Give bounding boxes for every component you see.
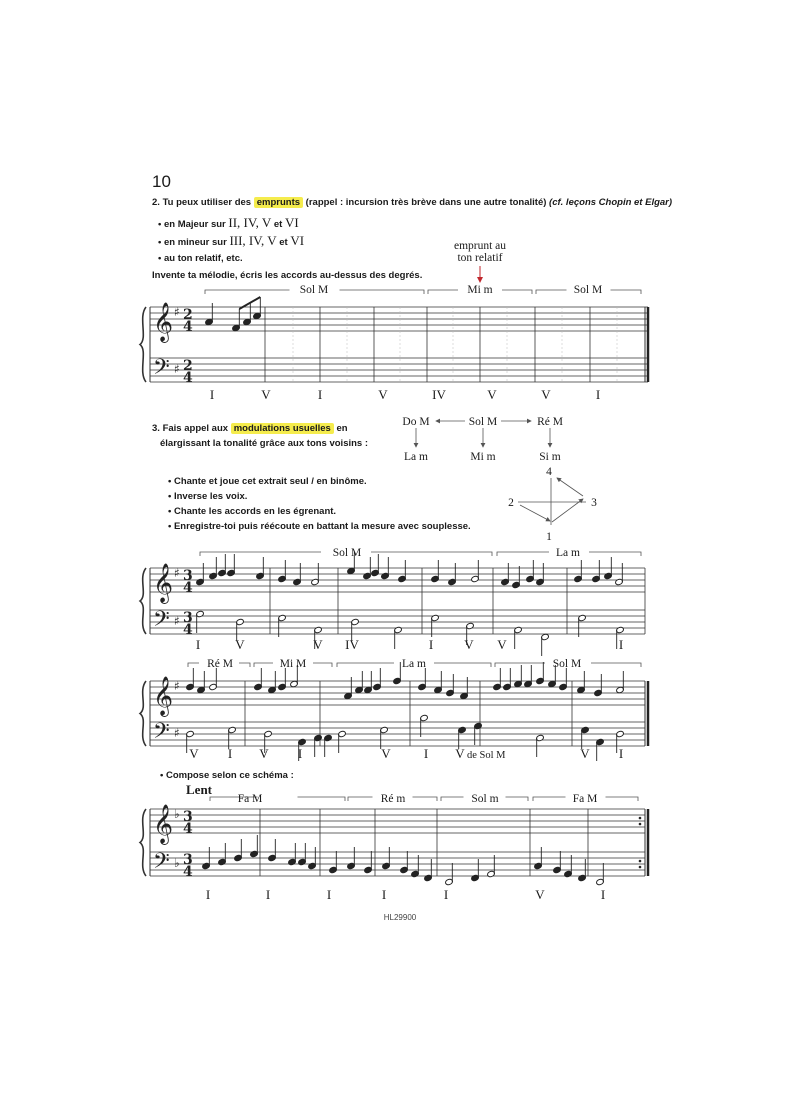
key-bracket: [441, 797, 464, 801]
sharp-sign: ♯: [174, 305, 180, 319]
bullet-text: et: [273, 219, 283, 230]
key-bracket: [434, 663, 491, 667]
key-label: Sol M: [299, 284, 329, 296]
instruction: Invente ta mélodie, écris les accords au-dessus des degrés.: [152, 270, 423, 281]
time-signature: 4: [183, 864, 193, 880]
degree: V: [261, 387, 271, 402]
degree: I: [381, 887, 387, 902]
degree: I: [195, 637, 201, 652]
v-de-sol-label: de Sol M: [467, 750, 506, 761]
diagram-key: Sol M: [468, 416, 498, 428]
degree: IV: [345, 637, 359, 652]
key-bracket: [239, 663, 250, 667]
diagram-key: Ré M: [537, 416, 563, 428]
key-bracket: [589, 552, 641, 556]
key-label: Ré M: [207, 658, 233, 670]
treble-clef: 𝄞: [153, 563, 174, 603]
degree: V: [259, 746, 269, 761]
section-number: 2.: [152, 197, 160, 208]
key-bracket: [533, 797, 566, 801]
degrees: VI: [284, 215, 299, 230]
key-label: Sol M: [332, 547, 362, 559]
highlight-modulations: modulations usuelles: [231, 423, 334, 434]
section-text: Fais appel aux: [162, 423, 229, 434]
brace: [140, 681, 146, 746]
sharp-sign: ♯: [174, 566, 180, 580]
treble-clef: 𝄞: [153, 804, 174, 844]
key-label: La m: [402, 658, 426, 670]
bullet-text: au ton relatif, etc.: [163, 253, 243, 264]
diagram-key: Si m: [539, 451, 561, 463]
time-signature: 4: [183, 370, 193, 386]
degree: IV: [432, 387, 446, 402]
degree: I: [265, 887, 271, 902]
bullet-text: en mineur sur: [163, 237, 227, 248]
page-number: 10: [152, 172, 171, 191]
degree: V: [580, 746, 590, 761]
diagram-key: La m: [404, 451, 428, 463]
degree: V: [313, 637, 323, 652]
annotation-line: emprunt au: [453, 240, 507, 252]
bass-clef: 𝄢: [153, 849, 170, 879]
sharp-sign: ♯: [174, 726, 180, 740]
time-signature: 4: [183, 821, 193, 837]
degree: I: [227, 746, 233, 761]
diagram-key: Mi m: [470, 451, 496, 463]
key-bracket: [337, 663, 394, 667]
degrees: II, IV, V: [228, 215, 272, 230]
flat-sign: ♭: [174, 856, 180, 870]
degree: I: [595, 387, 601, 402]
beat-number: 4: [546, 466, 552, 478]
degree: I: [297, 746, 303, 761]
degree: V: [189, 746, 199, 761]
reference-note: (cf. leçons Chopin et Elgar): [549, 197, 673, 208]
key-bracket: [502, 290, 532, 294]
degree: V: [381, 746, 391, 761]
key-label: Sol M: [552, 658, 582, 670]
bullet-compose: • Compose selon ce schéma :: [160, 770, 294, 781]
time-signature: 4: [183, 622, 193, 638]
degree: V: [455, 746, 465, 761]
repeat-dot: [639, 860, 642, 863]
degree: V: [464, 637, 474, 652]
degree: V: [497, 637, 507, 652]
key-label: Fa M: [237, 793, 263, 805]
tempo-marking: Lent: [186, 782, 212, 797]
key-bracket: [536, 290, 567, 294]
degree: V: [487, 387, 497, 402]
key-bracket: [413, 797, 438, 801]
key-bracket: [348, 797, 373, 801]
highlight-emprunts: emprunts: [254, 197, 303, 208]
degree: I: [423, 746, 429, 761]
degree: V: [235, 637, 245, 652]
key-bracket: [497, 552, 549, 556]
degree: I: [600, 887, 606, 902]
brace: [140, 809, 146, 876]
key-label: Mi m: [467, 284, 493, 296]
bullet-inverse: • Inverse les voix.: [168, 491, 247, 502]
treble-clef: 𝄞: [153, 676, 174, 716]
section-text: Tu peux utiliser des: [162, 197, 252, 208]
section-3-subline: élargissant la tonalité grâce aux tons voisins :: [160, 438, 369, 449]
key-bracket: [371, 552, 492, 556]
degrees: III, IV, V: [229, 233, 277, 248]
key-bracket: [313, 663, 332, 667]
degree: I: [618, 746, 624, 761]
key-bracket: [205, 290, 290, 294]
key-bracket: [298, 797, 346, 801]
time-signature: 4: [183, 319, 193, 335]
key-bracket: [340, 290, 425, 294]
key-bracket: [428, 290, 458, 294]
degree: I: [317, 387, 323, 402]
key-bracket: [606, 797, 639, 801]
degree: I: [326, 887, 332, 902]
annotation-line: ton relatif: [457, 252, 503, 264]
bullet-enregistre: • Enregistre-toi puis réécoute en battant la mesure avec souplesse.: [168, 521, 471, 532]
degree: V: [541, 387, 551, 402]
degree: I: [443, 887, 449, 902]
flat-sign: ♭: [174, 807, 180, 821]
time-signature: 3: [183, 809, 193, 825]
beat-number: 1: [546, 531, 552, 543]
section-number: 3.: [152, 423, 160, 434]
beat-number: 3: [591, 497, 597, 509]
key-label: Sol M: [573, 284, 603, 296]
time-signature: 2: [183, 358, 193, 374]
key-bracket: [611, 290, 642, 294]
sharp-sign: ♯: [174, 614, 180, 628]
time-signature: 2: [183, 307, 193, 323]
section-text: en: [336, 423, 348, 434]
system-exercise-2: [140, 290, 648, 386]
system-modulations-2: [140, 662, 648, 761]
degree: I: [205, 887, 211, 902]
key-label: Ré m: [380, 793, 406, 805]
key-bracket: [200, 552, 321, 556]
degree: V: [535, 887, 545, 902]
key-bracket: [591, 663, 641, 667]
brace: [140, 307, 146, 382]
bass-clef: 𝄢: [153, 607, 170, 637]
beat-number: 2: [508, 497, 514, 509]
bullet-text: en Majeur sur: [163, 219, 226, 230]
system-compose: [140, 797, 648, 886]
repeat-dot: [639, 817, 642, 820]
bullet-accords: • Chante les accords en les égrenant.: [168, 506, 336, 517]
section-text: (rappel : incursion très brève dans une autre tonalité): [305, 197, 547, 208]
key-bracket: [254, 663, 273, 667]
bullet-text: et: [279, 237, 288, 248]
key-bracket: [495, 663, 545, 667]
degrees: VI: [290, 233, 305, 248]
diagram-key: Do M: [402, 416, 430, 428]
key-bracket: [506, 797, 529, 801]
time-signature: 3: [183, 568, 193, 584]
brace: [140, 568, 146, 634]
system-modulations-1: [140, 552, 645, 656]
key-label: Sol m: [471, 793, 499, 805]
bass-clef: 𝄢: [153, 719, 170, 749]
key-bracket: [188, 663, 199, 667]
repeat-dot: [639, 823, 642, 826]
time-signature: 4: [183, 580, 193, 596]
key-label: Fa M: [572, 793, 598, 805]
beat-pattern: [518, 478, 586, 525]
key-label: La m: [556, 547, 580, 559]
bullet-chante: • Chante et joue cet extrait seul / en binôme.: [168, 476, 367, 487]
time-signature: 3: [183, 610, 193, 626]
degree: I: [209, 387, 215, 402]
degree: V: [378, 387, 388, 402]
time-signature: 3: [183, 852, 193, 868]
degree: I: [428, 637, 434, 652]
sharp-sign: ♯: [174, 362, 180, 376]
footer-code: HL29900: [383, 913, 417, 922]
key-label: Mi M: [279, 658, 307, 670]
degree: I: [618, 637, 624, 652]
treble-clef: 𝄞: [153, 302, 174, 342]
bass-clef: 𝄢: [153, 355, 170, 385]
sharp-sign: ♯: [174, 679, 180, 693]
repeat-dot: [639, 866, 642, 869]
